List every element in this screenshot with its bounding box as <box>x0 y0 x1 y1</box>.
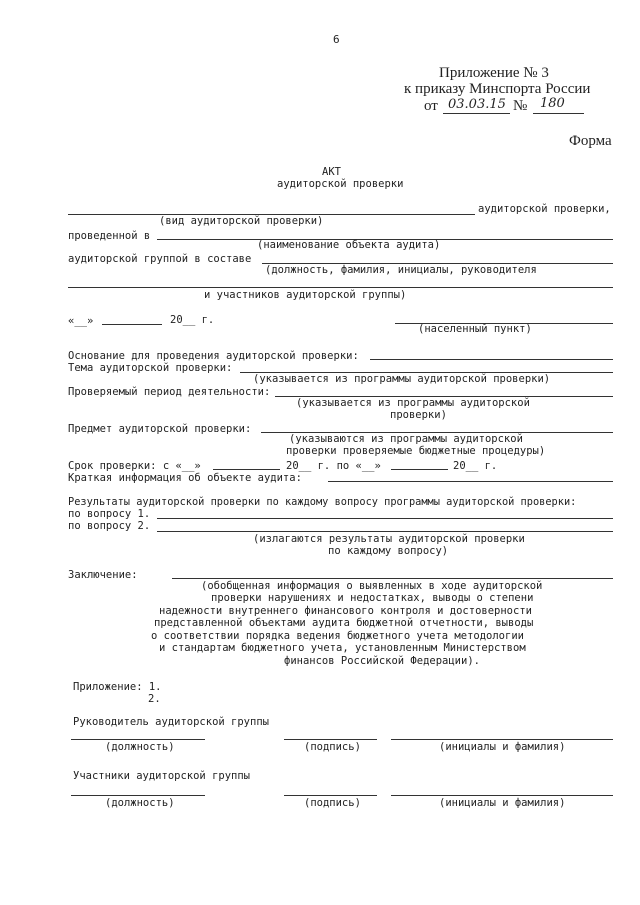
head-label: Руководитель аудиторской группы <box>73 716 269 728</box>
number-underline <box>533 113 584 114</box>
results-hint-1: (излагаются результаты аудиторской проверки <box>253 533 525 545</box>
conclusion-hint-5: о соответствии порядка ведения бюджетного учета методологии <box>151 630 524 642</box>
participant-name-hint: (инициалы и фамилия) <box>439 797 566 809</box>
date-year: 20__ г. <box>170 314 215 326</box>
participant-position-line <box>71 795 205 796</box>
date-month-line <box>102 324 162 325</box>
question-1-line <box>157 518 613 519</box>
page-number: 6 <box>333 33 340 46</box>
period-hint-1: (указывается из программы аудиторской <box>296 397 530 409</box>
conclusion-hint-6: и стандартам бюджетного учета, установленным Министерством <box>159 642 526 654</box>
audit-type-hint: (вид аудиторской проверки) <box>159 215 324 227</box>
subject-hint-1: (указываются из программы аудиторской <box>289 433 523 445</box>
order-reference: к приказу Минспорта России <box>404 81 591 97</box>
conducted-in-label: проведенной в <box>68 230 151 242</box>
conclusion-hint-1: (обобщенная информация о выявленных в ходе аудиторской <box>201 580 543 592</box>
conclusion-line <box>172 578 613 579</box>
handwritten-number: 180 <box>540 96 565 111</box>
appendix-heading: Приложение № 3 <box>439 65 549 81</box>
date-prefix: от <box>424 98 438 114</box>
head-position-hint: (должность) <box>105 741 175 753</box>
participant-position-hint: (должность) <box>105 797 175 809</box>
head-position-line <box>71 739 205 740</box>
locality-hint: (населенный пункт) <box>418 323 532 335</box>
term-label: Срок проверки: с «__» <box>68 460 201 472</box>
brief-info-label: Краткая информация об объекте аудита: <box>68 472 302 484</box>
period-hint-2: проверки) <box>390 409 447 421</box>
number-label: № <box>513 98 528 114</box>
participants-line <box>68 287 613 288</box>
participant-name-line <box>391 795 613 796</box>
conclusion-label: Заключение: <box>68 569 138 581</box>
handwritten-date: 03.03.15 <box>448 97 506 112</box>
appendix-item-2: 2. <box>148 693 161 705</box>
participants-label: Участники аудиторской группы <box>73 770 251 782</box>
date-underline <box>443 113 510 114</box>
conclusion-hint-4: представленной объектами аудита бюджетной отчетности, выводы <box>154 617 534 629</box>
act-title: АКТ <box>322 166 341 178</box>
question-2-label: по вопросу 2. <box>68 520 151 532</box>
conclusion-hint-2: проверки нарушениях и недостатках, выводы о степени <box>211 592 534 604</box>
conclusion-hint-3: надежности внутреннего финансового контроля и достоверности <box>159 605 532 617</box>
term-mid: 20__ г. по «__» <box>286 460 381 472</box>
question-2-line <box>157 531 613 532</box>
results-label: Результаты аудиторской проверки по каждому вопросу программы аудиторской проверки: <box>68 496 577 508</box>
group-composition-label: аудиторской группой в составе <box>68 253 252 265</box>
form-label: Форма <box>569 133 612 149</box>
subject-label: Предмет аудиторской проверки: <box>68 423 252 435</box>
conclusion-hint-7: финансов Российской Федерации). <box>284 655 480 667</box>
date-day: «__» <box>68 315 94 327</box>
head-signature-hint: (подпись) <box>304 741 361 753</box>
participants-hint: и участников аудиторской группы) <box>204 289 407 301</box>
act-subtitle: аудиторской проверки <box>277 178 404 190</box>
appendix-label: Приложение: 1. <box>73 681 162 693</box>
basis-label: Основание для проведения аудиторской проверки: <box>68 350 359 362</box>
position-hint: (должность, фамилия, инициалы, руководителя <box>265 264 537 276</box>
results-hint-2: по каждому вопросу) <box>328 545 449 557</box>
participant-signature-line <box>284 795 377 796</box>
brief-info-line <box>328 481 613 482</box>
term-start-month-line <box>213 469 280 470</box>
object-hint: (наименование объекта аудита) <box>257 239 441 251</box>
term-end: 20__ г. <box>453 460 498 472</box>
head-name-hint: (инициалы и фамилия) <box>439 741 566 753</box>
basis-line <box>370 359 613 360</box>
participant-signature-hint: (подпись) <box>304 797 361 809</box>
question-1-label: по вопросу 1. <box>68 508 151 520</box>
term-end-month-line <box>391 469 448 470</box>
topic-label: Тема аудиторской проверки: <box>68 362 233 374</box>
period-label: Проверяемый период деятельности: <box>68 386 271 398</box>
topic-hint: (указывается из программы аудиторской проверки) <box>253 373 551 385</box>
subject-hint-2: проверки проверяемые бюджетные процедуры) <box>286 445 546 457</box>
audit-check-suffix: аудиторской проверки, <box>478 203 611 215</box>
head-name-line <box>391 739 613 740</box>
head-signature-line <box>284 739 377 740</box>
